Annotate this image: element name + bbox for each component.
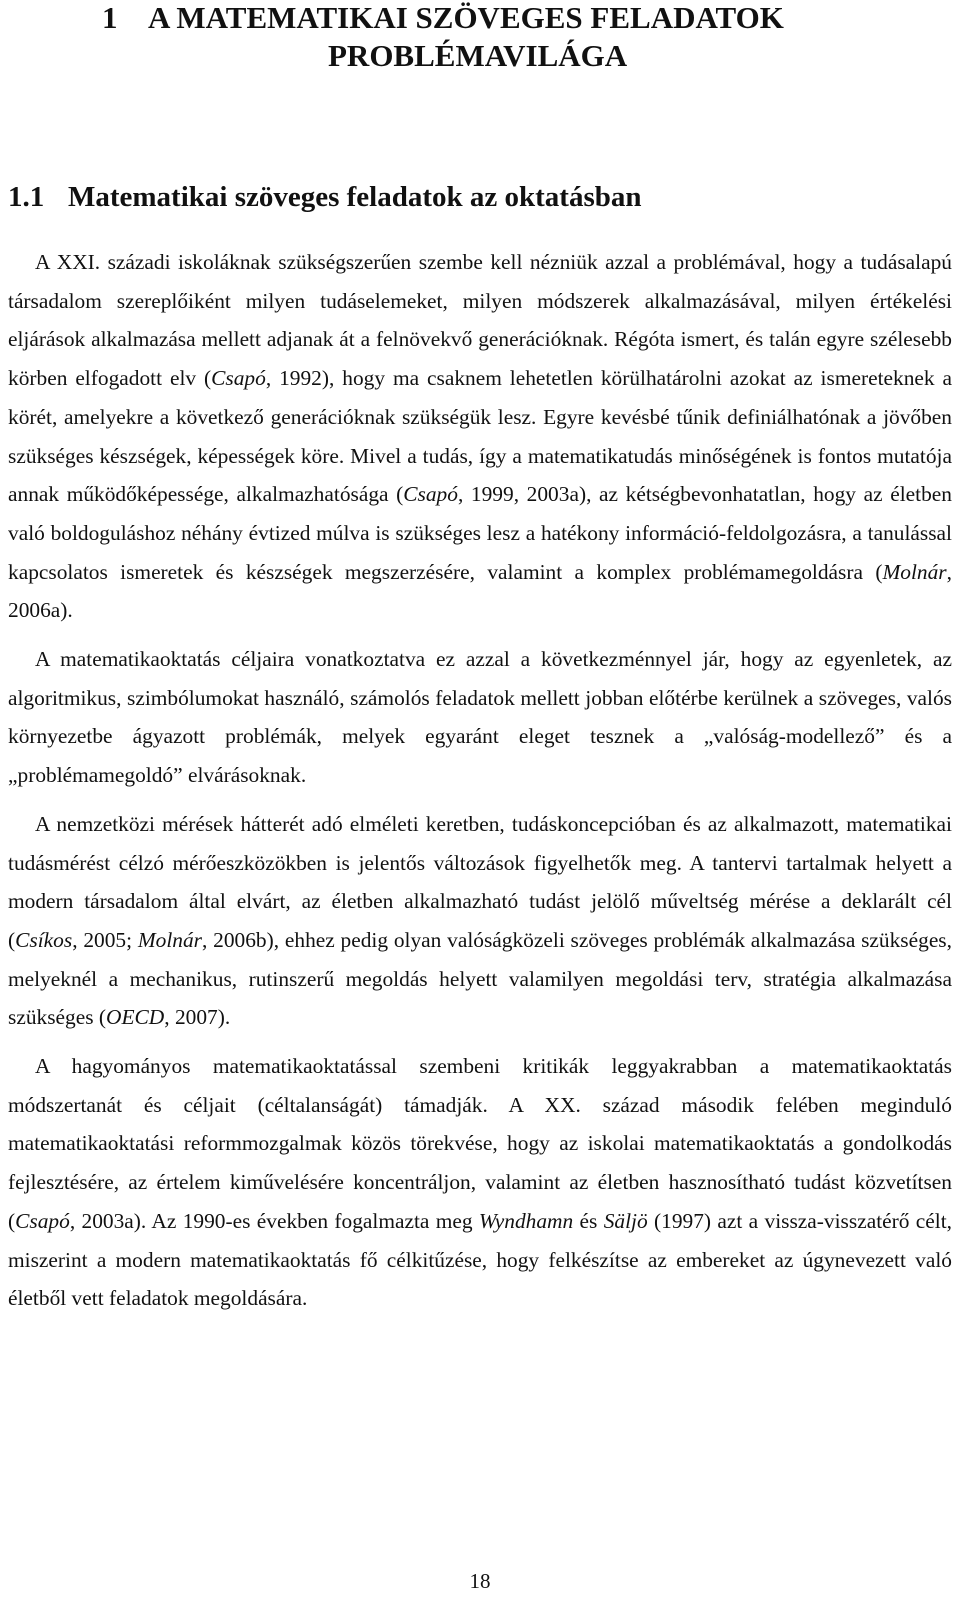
citation-author: Csapó — [15, 1208, 70, 1233]
citation-author: Csapó — [211, 366, 266, 391]
section-number: 1.1 — [8, 181, 45, 213]
paragraph-3 — [8, 805, 952, 1037]
paragraph-3-text-b: , 2005; — [72, 927, 138, 952]
paragraph-4-text-c: és — [573, 1208, 604, 1233]
body-text — [8, 243, 952, 1318]
paragraph-4-text-d: (1997) azt a vissza-visszatérő célt, miszerint a modern matematikaoktatás fő célkitűzése, hogy felkészítse az embereket az úgynevezett való életből vett feladatok megoldására. — [8, 1208, 953, 1311]
citation-author: Csapó — [403, 482, 458, 507]
citation-author: Molnár — [882, 559, 947, 584]
paragraph-4-text-b: , 2003a). Az 1990-es években fogalmazta meg — [69, 1208, 479, 1233]
citation-author: Csíkos — [15, 927, 73, 952]
citation-author: Molnár — [137, 927, 203, 952]
paragraph-1-text-a: A XXI. századi iskoláknak szükségszerűen szembe kell nézniük azzal a problémával, hogy a tudásalapú társadalom szereplőiként milyen tudáselemeket, milyen módszerek alkalmazásával, milyen értékelési eljárások alkalmazása mellett adjanak át a felnövekvő generációknak. Régóta ismert, és talán egyre szélesebb körben elfogadott elv ( — [8, 250, 952, 391]
paragraph-3-text-a: A nemzetközi mérések hátterét adó elméleti keretben, tudáskoncepcióban és az alkalmazott, matematikai tudásmérést célzó mérőeszközökben is jelentős változások figyelhetők meg. A tantervi tartalmak helyett a modern társadalom által elvárt, az életben alkalmazható tudást jelölő műveltség mérése a deklarált cél ( — [8, 811, 952, 952]
paragraph-1-text-b: , 1992), hogy ma csaknem lehetetlen körülhatárolni azokat az ismereteknek a körét, amelyekre a következő generációknak szükségük lesz. Egyre kevésbé tűnik definiálhatónak a jövőben szükséges készségek, képességek köre. Mivel a tudás, így a matematikatudás minőségének is fontos mutatója annak működőképessége, alkalmazhatósága ( — [8, 366, 953, 507]
paragraph-3-text-d: , 2007). — [164, 1005, 231, 1030]
paragraph-2-text: A matematikaoktatás céljaira vonatkoztatva ez azzal a következménnyel jár, hogy az egyenletek, az algoritmikus, szimbólumokat használó, számolós feladatok mellett jobban előtérbe kerülnek a szöveges, valós környezetbe ágyazott problémák, melyek egyaránt eleget tesznek a „valóság-modellező” és a „problémamegoldó” elvárásoknak. — [8, 647, 952, 788]
paragraph-1 — [8, 243, 952, 630]
citation-author: OECD — [106, 1005, 165, 1030]
section-heading — [8, 180, 642, 214]
paragraph-2 — [8, 640, 952, 795]
paragraph-1-text-c: , 1999, 2003a), az kétségbevonhatatlan, hogy az életben való boldoguláshoz néhány évtized múlva is szükséges lesz a hatékony információ-feldolgozásra, a tanulással kapcsolatos ismeretek és készségek megszerzésére, valamint a komplex problémamegoldásra ( — [8, 482, 952, 584]
paragraph-3-text-c: , 2006b), ehhez pedig olyan valóságközeli szöveges problémák alkalmazása szükséges, melyeknél a mechanikus, rutinszerű megoldás helyett valamilyen megoldási terv, stratégia alkalmazása szükséges ( — [8, 927, 952, 1030]
chapter-title-line2: PROBLÉMAVILÁGA — [328, 38, 628, 73]
paragraph-4-text-a: A hagyományos matematikaoktatással szembeni kritikák leggyakrabban a matematikaoktatás módszertanát és céljait (céltalanságát) támadják. A XX. század második felében meginduló matematikaoktatási reformmozgalmak közös törekvése, hogy az iskolai matematikaoktatás a gondolkodás fejlesztésére, az értelem kiművelésére koncentráljon, valamint az életben hasznosítható tudást közvetítsen ( — [8, 1054, 952, 1233]
paragraph-4 — [8, 1047, 952, 1318]
chapter-number: 1 — [102, 0, 118, 35]
paragraph-1-text-d: , 2006a). — [8, 559, 952, 623]
chapter-title-line1: A MATEMATIKAI SZÖVEGES FELADATOK — [148, 0, 784, 35]
page-number: 18 — [469, 1569, 491, 1593]
section-title: Matematikai szöveges feladatok az oktatásban — [68, 181, 642, 213]
citation-author: Wyndhamn — [478, 1208, 574, 1233]
citation-author: Säljö — [603, 1208, 648, 1233]
